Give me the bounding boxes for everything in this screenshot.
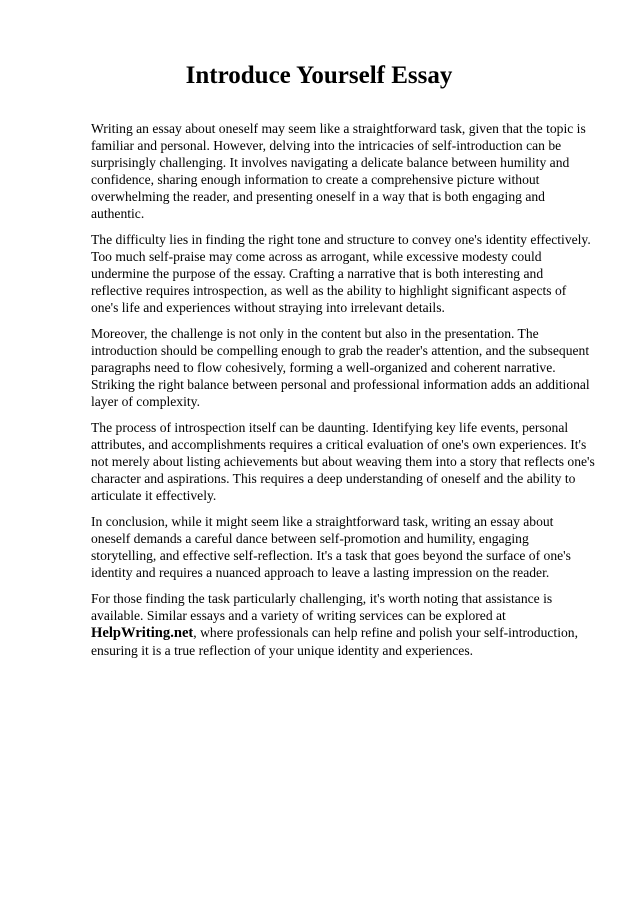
paragraph-1: Writing an essay about oneself may seem like a straightforward task, given that the topic is familiar and personal. However, delving into the intricacies of self-introduction can be surprisingly challenging. It involves navigating a delicate balance between humility and confidence, sharing enough information to create a comprehensive picture without overwhelming the reader, and presenting oneself in a way that is both engaging and authentic. bbox=[91, 121, 586, 221]
paragraph-6-text-after-link: , where professionals can help refine and polish your self-introduction, ensuring it is a true reflection of your unique identity and experiences. bbox=[91, 625, 578, 658]
paragraph-2: The difficulty lies in finding the right tone and structure to convey one's identity effectively. Too much self-praise may come across as arrogant, while excessive modesty could undermine the purpose of the essay. Crafting a narrative that is both interesting and reflective requires introspection, as well as the ability to highlight significant aspects of one's life and experiences without straying into irrelevant details. bbox=[91, 232, 591, 315]
paragraph-6-text-before-link: For those finding the task particularly challenging, it's worth noting that assistance is available. Similar essays and a variety of writing services can be explored at bbox=[91, 591, 553, 623]
paragraph-4: The process of introspection itself can be daunting. Identifying key life events, personal attributes, and accomplishments requires a critical evaluation of one's own experiences. It's not merely about listing achievements but about weaving them into a story that reflects one's character and aspirations. This requires a deep understanding of oneself and the ability to articulate it effectively. bbox=[91, 420, 595, 503]
page-title: Introduce Yourself Essay bbox=[185, 62, 453, 89]
paragraph-5: In conclusion, while it might seem like a straightforward task, writing an essay about oneself demands a careful dance between self-promotion and humility, engaging storytelling, and effective self-reflection. It's a task that goes beyond the surface of one's identity and requires a nuanced approach to leave a lasting impression on the reader. bbox=[91, 514, 571, 580]
essay-body bbox=[91, 120, 596, 668]
helpwriting-link[interactable]: HelpWriting.net bbox=[91, 625, 194, 641]
paragraph-3: Moreover, the challenge is not only in the content but also in the presentation. The introduction should be compelling enough to grab the reader's attention, and the subsequent paragraphs need to flow cohesively, forming a well-organized and coherent narrative. Striking the right balance between personal and professional information adds an additional layer of complexity. bbox=[91, 326, 590, 409]
paragraph-6 bbox=[91, 590, 596, 659]
